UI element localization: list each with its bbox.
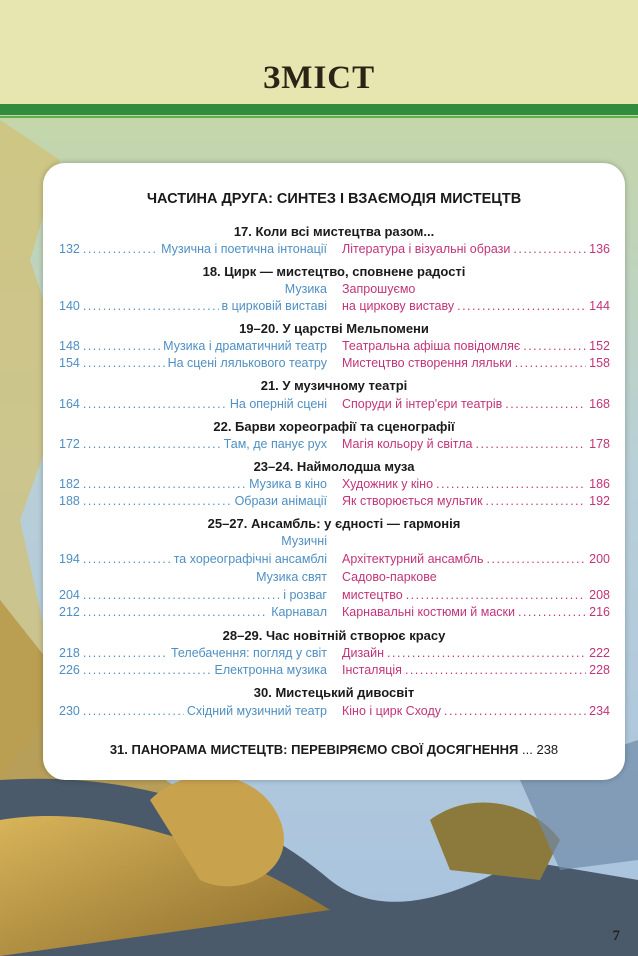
toc-entry[interactable]: [59, 662, 327, 678]
toc-entry[interactable]: [342, 436, 610, 452]
entry-title: на циркову виставу: [342, 299, 455, 313]
section-heading: 25–27. Ансамбль: у єдності — гармонія: [207, 516, 461, 531]
section-heading: 22. Барви хореографії та сценографії: [213, 419, 455, 434]
section-heading: 17. Коли всі мистецтва разом...: [233, 224, 435, 239]
toc-entry[interactable]: [59, 396, 327, 412]
toc-entry[interactable]: [342, 493, 610, 509]
leader-dots: [83, 604, 268, 620]
page-ref: 148: [59, 339, 80, 353]
page-ref: 172: [59, 437, 80, 451]
leader-dots: [405, 662, 586, 678]
entry-title: Музична і поетична інтонації: [161, 242, 327, 256]
leader-dots: [83, 241, 158, 257]
entry-title: Література і візуальні образи: [342, 242, 511, 256]
page-ref: 218: [59, 646, 80, 660]
toc-entry[interactable]: [342, 604, 610, 620]
entry-title: Образи анімації: [234, 494, 327, 508]
page-ref: 216: [589, 605, 610, 619]
entry-title: Карнавал: [271, 605, 327, 619]
leader-dots: [523, 338, 586, 354]
toc-entry[interactable]: [59, 241, 327, 257]
entry-title: Музика: [284, 282, 327, 296]
toc-entry[interactable]: [342, 338, 610, 354]
section-heading: 28–29. Час новітній створює красу: [222, 628, 446, 643]
entry-title: Дизайн: [342, 646, 385, 660]
leader-dots: [505, 396, 586, 412]
page-ref: 212: [59, 605, 80, 619]
entry-title: Мистецтво створення ляльки: [342, 356, 512, 370]
leader-dots: [513, 241, 586, 257]
toc-entry[interactable]: [59, 298, 327, 314]
toc-entry[interactable]: [59, 338, 327, 354]
entry-title: Магія кольору й світла: [342, 437, 473, 451]
leader-dots: [487, 551, 587, 567]
leader-dots: [83, 703, 184, 719]
page-ref: 152: [589, 339, 610, 353]
toc-entry[interactable]: [342, 396, 610, 412]
toc-entry[interactable]: [59, 493, 327, 509]
toc-entry[interactable]: [59, 281, 327, 297]
leader-dots: [83, 436, 221, 452]
entry-title: Музичні: [281, 534, 327, 548]
leader-dots: [515, 355, 586, 371]
toc-entry[interactable]: [342, 703, 610, 719]
entry-title: На оперній сцені: [229, 397, 327, 411]
title-rule: [0, 104, 638, 115]
entry-title: Карнавальні костюми й маски: [342, 605, 515, 619]
toc-entry[interactable]: [342, 645, 610, 661]
entry-title: в цирковій виставі: [221, 299, 327, 313]
page-ref: 188: [59, 494, 80, 508]
page-ref: 204: [59, 588, 80, 602]
entry-title: Електронна музика: [214, 663, 327, 677]
toc-entry[interactable]: [342, 298, 610, 314]
page-ref: 154: [59, 356, 80, 370]
toc-entry[interactable]: [342, 476, 610, 492]
toc-entry[interactable]: [59, 604, 327, 620]
final-entry[interactable]: [43, 742, 625, 757]
section-heading: 19–20. У царстві Мельпомени: [239, 321, 429, 336]
leader-dots: [83, 396, 227, 412]
page-ref: 136: [589, 242, 610, 256]
page-ref: 168: [589, 397, 610, 411]
toc-entry[interactable]: [342, 551, 610, 567]
entry-title: Споруди й інтер'єри театрів: [342, 397, 503, 411]
leader-dots: [83, 645, 168, 661]
entry-title: Музика в кіно: [249, 477, 327, 491]
entry-title: Музика свят: [256, 570, 327, 584]
leader-dots: [83, 476, 246, 492]
toc-entry[interactable]: [59, 476, 327, 492]
entry-title: Там, де панує рух: [223, 437, 327, 451]
section-heading: 23–24. Наймолодша муза: [253, 459, 415, 474]
entry-title: Кіно і цирк Сходу: [342, 704, 442, 718]
toc-entry[interactable]: [59, 645, 327, 661]
page-ref: 182: [59, 477, 80, 491]
page-ref: 194: [59, 552, 80, 566]
final-entry-title: 31. ПАНОРАМА МИСТЕЦТВ: ПЕРЕВІРЯЄМО СВОЇ ДОСЯГНЕННЯ: [109, 742, 519, 757]
leader-dots: [83, 587, 280, 603]
page-ref: 178: [589, 437, 610, 451]
leader-dots: [83, 298, 219, 314]
title-rule-thin: [0, 116, 638, 118]
page-ref: 200: [589, 552, 610, 566]
page-ref: 158: [589, 356, 610, 370]
leader-dots: [436, 476, 586, 492]
leader-dots: [444, 703, 586, 719]
entry-title: Архітектурний ансамбль: [342, 552, 484, 566]
page-ref: 164: [59, 397, 80, 411]
section-heading: 30. Мистецький дивосвіт: [253, 685, 415, 700]
entry-title: Художник у кіно: [342, 477, 434, 491]
toc-entry[interactable]: [342, 281, 610, 297]
page-ref: 230: [59, 704, 80, 718]
entry-title: та хореографічні ансамблі: [173, 552, 327, 566]
section-heading: 21. У музичному театрі: [260, 378, 408, 393]
page-ref: 132: [59, 242, 80, 256]
entry-title: Садово-паркове: [342, 570, 437, 584]
entry-title: На сцені лялькового театру: [167, 356, 327, 370]
leader-dots: [83, 338, 160, 354]
leader-dots: [457, 298, 586, 314]
entry-title: Театральна афіша повідомляє: [342, 339, 521, 353]
section-heading: 18. Цирк — мистецтво, сповнене радості: [202, 264, 466, 279]
toc-entry[interactable]: [59, 533, 327, 549]
page-number: 7: [612, 928, 620, 944]
page-ref: 222: [589, 646, 610, 660]
contents-card: [43, 163, 625, 780]
entry-title: Телебачення: погляд у світ: [170, 646, 327, 660]
entry-title: Як створюється мультик: [342, 494, 483, 508]
toc-entry[interactable]: [59, 436, 327, 452]
leader-dots: [83, 493, 232, 509]
page-ref: 144: [589, 299, 610, 313]
toc-entry[interactable]: [59, 355, 327, 371]
entry-title: Східний музичний театр: [186, 704, 327, 718]
toc-entry[interactable]: [59, 703, 327, 719]
toc-entry[interactable]: [342, 569, 610, 585]
entry-title: Інсталяція: [342, 663, 402, 677]
leader-dots: [406, 587, 586, 603]
toc-entry[interactable]: [59, 551, 327, 567]
page-ref: 226: [59, 663, 80, 677]
leader-dots: [475, 436, 586, 452]
page-ref: 140: [59, 299, 80, 313]
page-ref: 228: [589, 663, 610, 677]
entry-title: Музика і драматичний театр: [163, 339, 327, 353]
toc-entry[interactable]: [342, 662, 610, 678]
entry-title: Запрошуємо: [342, 282, 416, 296]
page-ref: 186: [589, 477, 610, 491]
toc-entry[interactable]: [342, 587, 610, 603]
toc-entry[interactable]: [59, 569, 327, 585]
leader-dots: ...: [522, 742, 533, 757]
page-ref: 238: [536, 742, 559, 757]
leader-dots: [83, 551, 171, 567]
entry-title: і розваг: [283, 588, 327, 602]
toc-entry[interactable]: [59, 587, 327, 603]
toc-entry[interactable]: [342, 355, 610, 371]
page-ref: 234: [589, 704, 610, 718]
leader-dots: [486, 493, 587, 509]
leader-dots: [518, 604, 586, 620]
entry-title: мистецтво: [342, 588, 403, 602]
toc-entry[interactable]: [342, 241, 610, 257]
leader-dots: [83, 662, 212, 678]
leader-dots: [387, 645, 586, 661]
page-ref: 208: [589, 588, 610, 602]
part-title: ЧАСТИНА ДРУГА: СИНТЕЗ І ВЗАЄМОДІЯ МИСТЕЦТВ: [146, 191, 522, 207]
page-title: ЗМІСТ: [262, 60, 376, 96]
leader-dots: [83, 355, 165, 371]
page-ref: 192: [589, 494, 610, 508]
